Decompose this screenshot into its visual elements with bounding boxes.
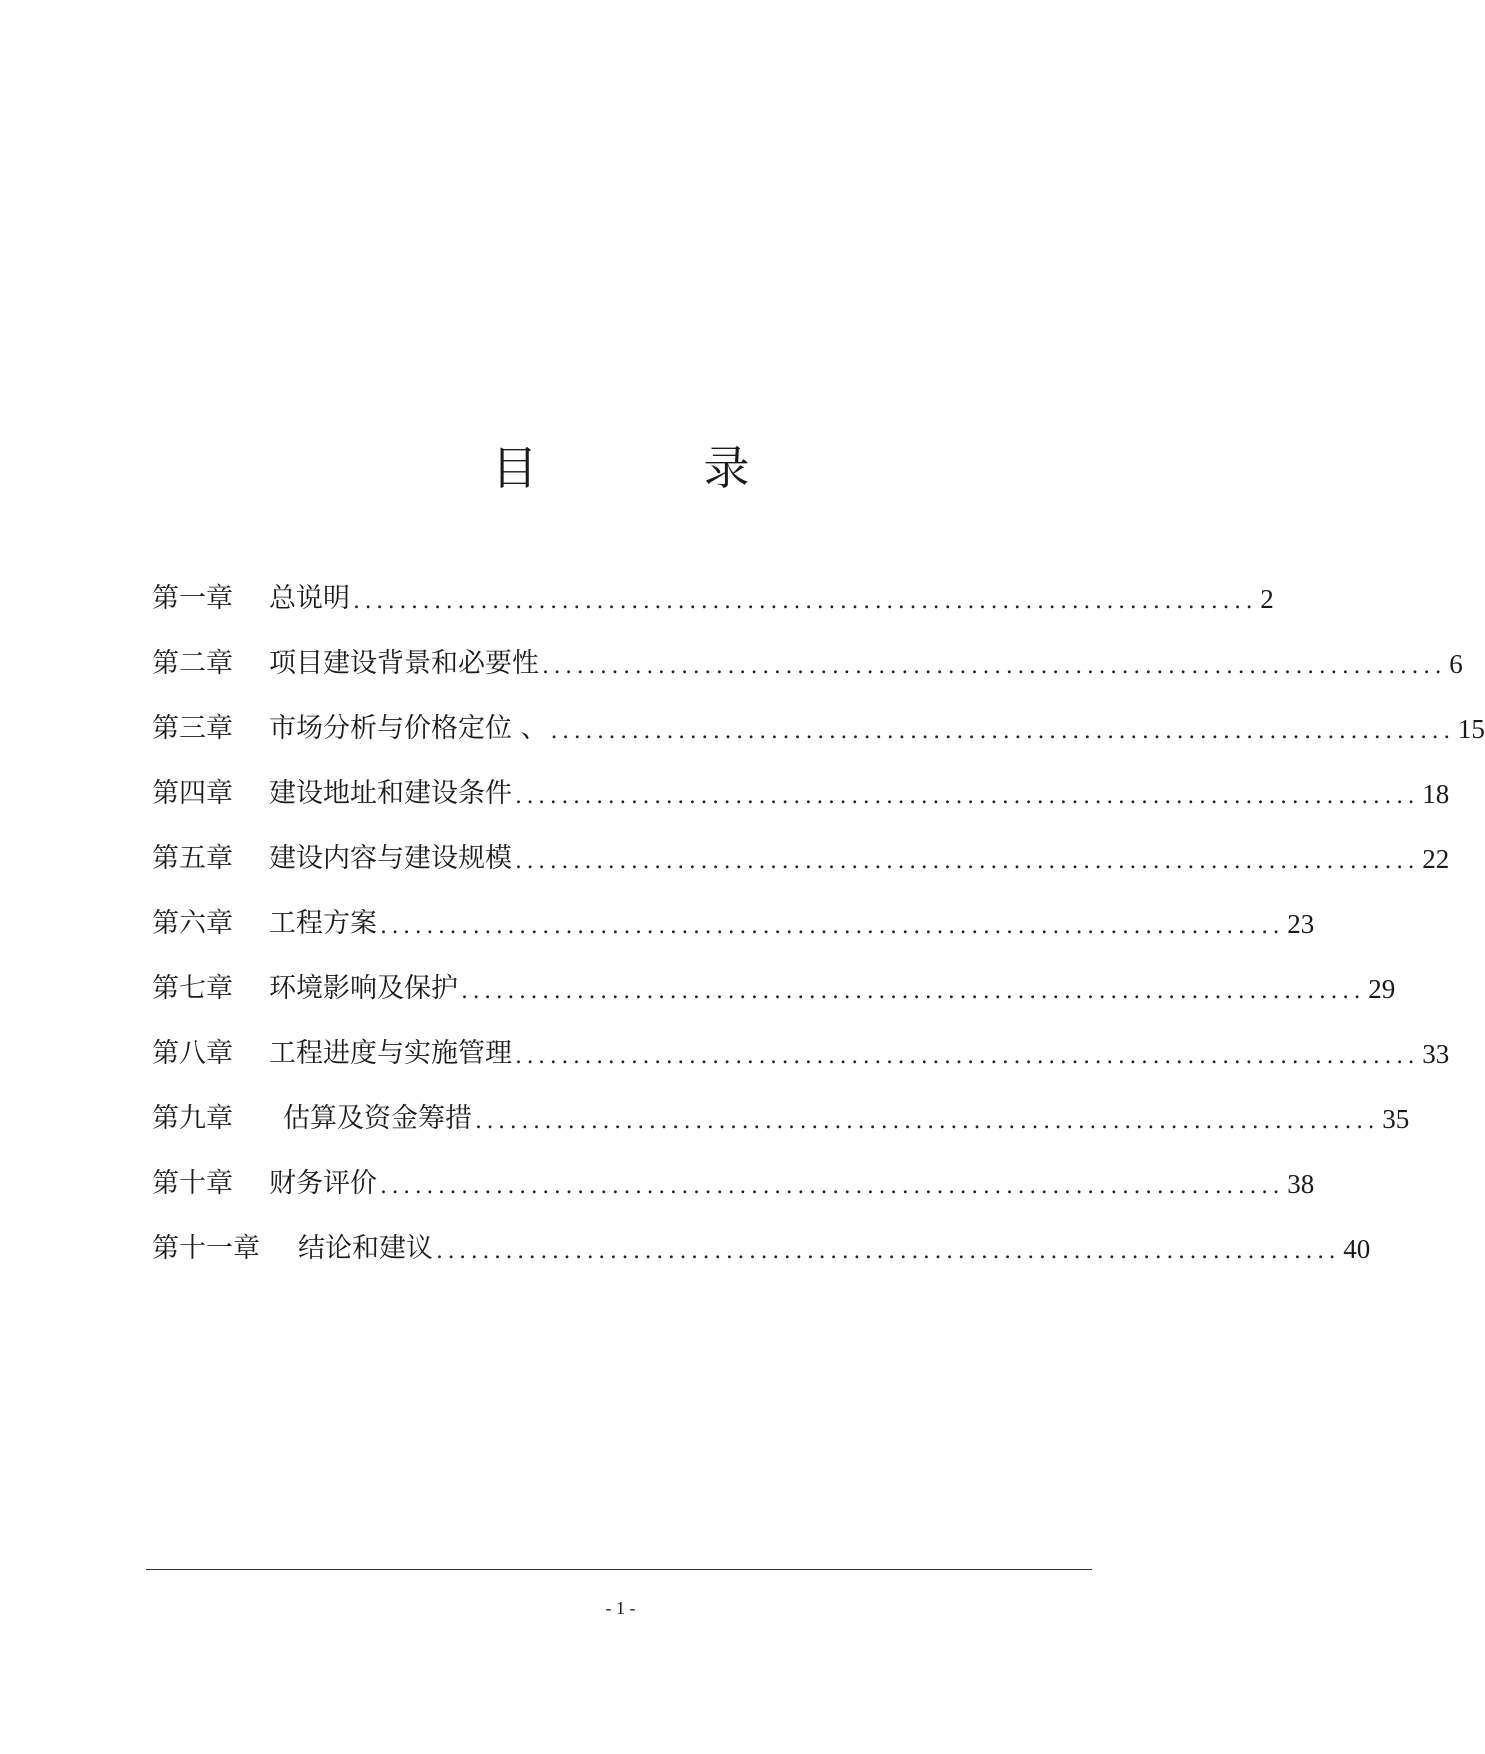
- toc-page-number: 23: [1287, 909, 1315, 939]
- toc-chapter-number: 第十一章: [152, 1233, 260, 1264]
- toc-chapter-title: 市场分析与价格定位 、: [269, 713, 548, 744]
- toc-chapter-title: 建设内容与建设规模: [269, 843, 512, 874]
- toc-page-number: 22: [1422, 844, 1450, 874]
- toc-page-number: 38: [1287, 1169, 1315, 1199]
- dot-leader: ..............................................................................: [550, 719, 1455, 744]
- toc-chapter-number: 第三章: [152, 713, 233, 744]
- toc-entry[interactable]: [152, 839, 1450, 879]
- toc-chapter-title: 工程方案: [269, 908, 377, 939]
- dot-leader: ..............................................................................: [353, 589, 1258, 614]
- page-number: - 1 -: [605, 1598, 636, 1618]
- dot-leader: ..............................................................................: [461, 979, 1366, 1004]
- toc-page-number: 29: [1368, 974, 1396, 1004]
- toc-heading: 目 录: [491, 441, 810, 495]
- toc-page-number: 35: [1382, 1104, 1410, 1134]
- footer-divider: [146, 1569, 1092, 1570]
- toc-entry[interactable]: [152, 644, 1463, 684]
- toc-page-number: 15: [1457, 714, 1485, 744]
- toc-entry[interactable]: [152, 969, 1396, 1009]
- dot-leader: ..............................................................................: [436, 1239, 1341, 1264]
- toc-chapter-number: 第十章: [152, 1168, 233, 1199]
- toc-page-number: 40: [1343, 1234, 1371, 1264]
- toc-chapter-number: 第二章: [152, 648, 233, 679]
- toc-chapter-number: 第七章: [152, 973, 233, 1004]
- toc-chapter-title: 项目建设背景和必要性: [269, 648, 539, 679]
- toc-chapter-title: 环境影响及保护: [269, 973, 458, 1004]
- dot-leader: ..............................................................................: [475, 1109, 1380, 1134]
- toc-entry[interactable]: [152, 904, 1315, 944]
- toc-page-number: 18: [1422, 779, 1450, 809]
- toc-page-number: 33: [1422, 1039, 1450, 1069]
- toc-chapter-number: 第五章: [152, 843, 233, 874]
- toc-chapter-number: 第六章: [152, 908, 233, 939]
- toc-chapter-title: 财务评价: [269, 1168, 377, 1199]
- toc-entry[interactable]: [152, 774, 1450, 814]
- dot-leader: ..............................................................................: [515, 1044, 1420, 1069]
- dot-leader: ..............................................................................: [380, 1174, 1285, 1199]
- toc-entry[interactable]: [152, 1229, 1371, 1269]
- toc-chapter-title: 建设地址和建设条件: [269, 778, 512, 809]
- toc-entry[interactable]: [152, 1099, 1410, 1139]
- toc-chapter-title: 结论和建议: [298, 1233, 433, 1264]
- toc-chapter-title: 工程进度与实施管理: [269, 1038, 512, 1069]
- toc-chapter-number: 第九章: [152, 1103, 233, 1134]
- dot-leader: ..............................................................................: [542, 654, 1447, 679]
- dot-leader: ..............................................................................: [515, 849, 1420, 874]
- dot-leader: ..............................................................................: [515, 784, 1420, 809]
- toc-chapter-number: 第八章: [152, 1038, 233, 1069]
- toc-entry[interactable]: [152, 579, 1274, 619]
- toc-chapter-title: 总说明: [269, 583, 350, 614]
- toc-entry[interactable]: [152, 709, 1485, 749]
- toc-page-number: 6: [1449, 649, 1463, 679]
- toc-page-number: 2: [1260, 584, 1274, 614]
- toc-entry[interactable]: [152, 1164, 1315, 1204]
- toc-entry[interactable]: [152, 1034, 1450, 1074]
- toc-chapter-title: 估算及资金筹措: [283, 1103, 472, 1134]
- dot-leader: ..............................................................................: [380, 914, 1285, 939]
- toc-chapter-number: 第一章: [152, 583, 233, 614]
- toc-chapter-number: 第四章: [152, 778, 233, 809]
